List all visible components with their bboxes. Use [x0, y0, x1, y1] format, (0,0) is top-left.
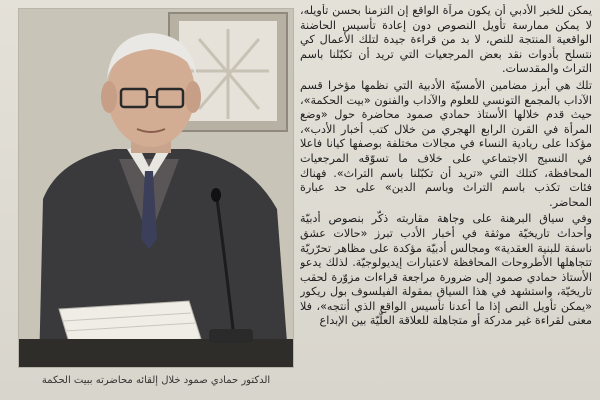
speaker-photo	[18, 8, 294, 368]
article-paragraph: وفي سياق البرهنة على وجاهة مقاربته ذكّر بنصوص أدبيّة وأحداث تاريخيّة موثقة في أخبار الأدب تبرز «حالات عشق ناسفة للبنية العقدية» ومجالس أدبيّة مؤكدة على مظاهر تحرّريّة تتجاهلها الأطروحات المحافظة لاعتبارات إيديولوجيّة. لذلك يدعو الأستاذ حمادي صمود إلى ضرورة مراجعة قراءات مزوّرة لحقب تاريخيّة، واستشهد في هذا السياق بمقولة الفيلسوف بول ريكور «يمكن تأويل النص إذا ما أعدنا تأسيس الواقع الذي أنتجه»، فلا معنى لقراءة غير مدركة أو متجاهلة للعلاقة العلّيّة بين الإبداع	[300, 212, 592, 328]
photo-caption: الدكتور حمادي صمود خلال إلقائه محاضرته ببيت الحكمة	[41, 375, 271, 386]
article-paragraph: يمكن للخبر الأدبي أن يكون مرآة الواقع إن التزمنا بحسن تأويله، لا يمكن ممارسة تأويل النصوص دون إعادة تأسيس الحاضنة الواقعية المنتجة للنص، لا بد من قراءة جيدة لتلك الأعمال كي نتسلح بأدوات نقد بعض المرجعيات التي تريد أن تكبّلنا باسم التراث والمقدسات.	[300, 4, 592, 76]
article-paragraph: تلك هي أبرز مضامين الأمسيّة الأدبية التي نظمها مؤخرا قسم الآداب بالمجمع التونسي للعلوم والآداب والفنون «بيت الحكمة»، حيث قدم خلالها الأستاذ حمادي صمود محاضرة حول «وضع المرأة في القرن الرابع الهجري من خلال كتب أخبار الأدب»، مؤكدا على ريادية النساء في مجالات مختلفة بوصفها كيانا فاعلا في النسيج الاجتماعي على خلاف ما تسوّقه المرجعيات المحافظة، كتلك التي «تريد أن تكبّلنا باسم التراث». فهناك فئات تكذب باسم التراث وباسم الدين» على حد عبارة المحاضر.	[300, 78, 592, 209]
article-body	[300, 4, 592, 398]
